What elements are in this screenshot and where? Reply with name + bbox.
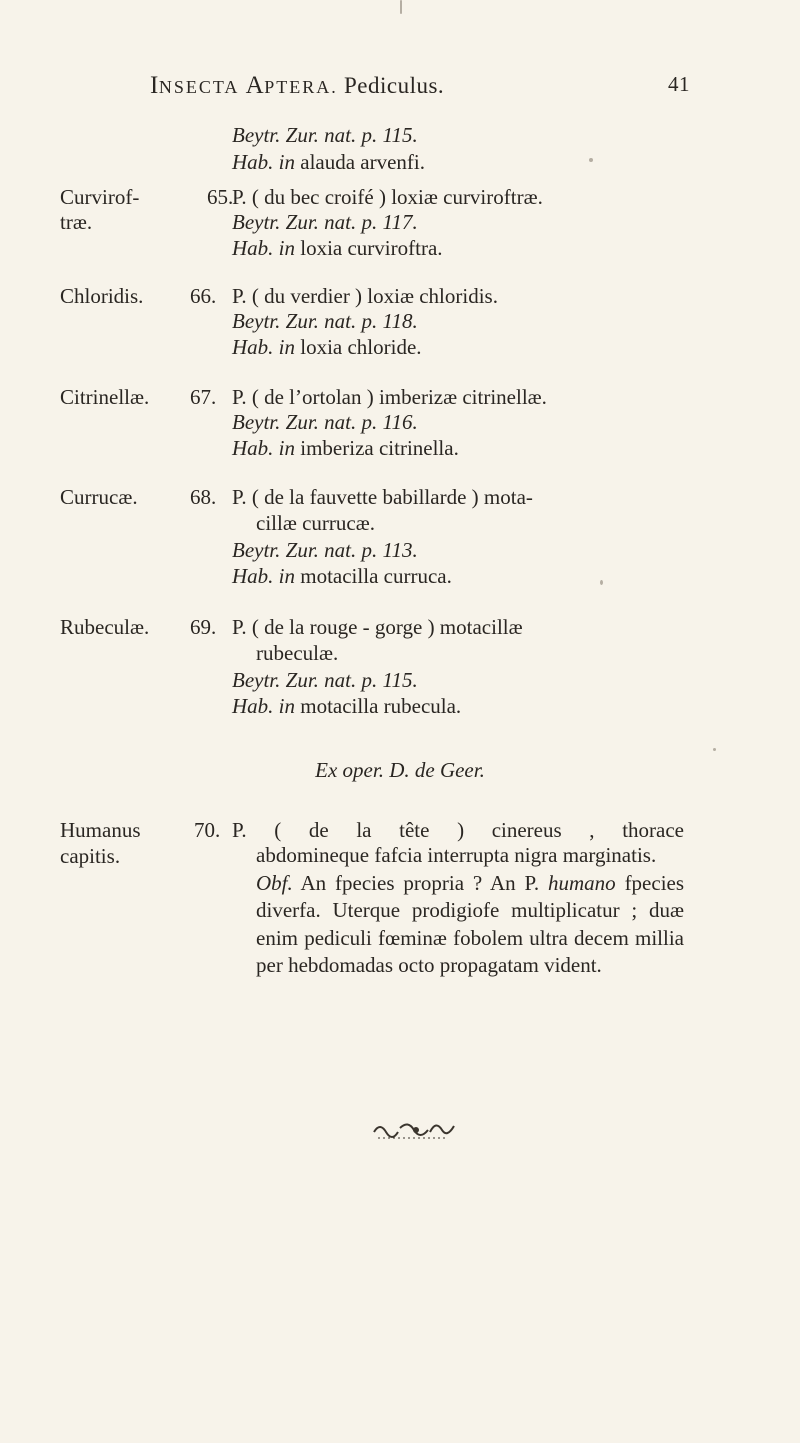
obs-label: Obf. — [256, 870, 293, 895]
hab-text: motacilla rubecula. — [300, 694, 462, 718]
margin-label-70b: capitis. — [60, 844, 121, 868]
running-header — [150, 72, 690, 106]
hab-label: Hab. in — [232, 335, 295, 359]
entry-number-68: 68. — [190, 485, 217, 509]
hab-text: loxia chloride. — [300, 335, 422, 359]
entry-desc-67: P. ( de l’ortolan ) imberizæ citrinellæ. — [232, 385, 547, 409]
entry-hab-65 — [232, 234, 443, 262]
margin-label-66: Chloridis. — [60, 284, 144, 308]
entry-ref-68: Beytr. Zur. nat. p. 113. — [232, 538, 418, 562]
entry-number-69: 69. — [190, 615, 217, 639]
entry-desc-70: P. ( de la tête ) cinereus , thorace — [232, 818, 684, 842]
header-a: A — [245, 72, 265, 99]
obs-text-2: fpecies diverfa. Uterque prodigiofe multiplicatur ; duæ enim pediculi fœminæ fobolem ultra decem millia per hebdomadas octo propagatam vident. — [256, 870, 685, 977]
entry-hab-66 — [232, 333, 422, 361]
entry-number-67: 67. — [190, 385, 217, 409]
hab-text: alauda arvenfi. — [300, 150, 426, 174]
entry-hab-68 — [232, 562, 452, 590]
page-number: 41 — [668, 72, 690, 96]
margin-label-70: Humanus — [60, 818, 141, 842]
paper-speck — [713, 748, 716, 751]
entry-number-66: 66. — [190, 284, 217, 308]
intro-reference: Beytr. Zur. nat. p. 115. — [232, 123, 418, 147]
hab-label: Hab. in — [232, 436, 295, 460]
entry-desc-68b: cillæ currucæ. — [256, 511, 375, 535]
paper-speck — [400, 0, 402, 14]
entry-hab-69 — [232, 692, 461, 720]
observation-paragraph — [232, 870, 684, 980]
section-heading: Ex oper. D. de Geer. — [315, 758, 485, 782]
header-initial: I — [150, 72, 159, 99]
entry-ref-69: Beytr. Zur. nat. p. 115. — [232, 668, 418, 692]
paper-speck — [589, 158, 593, 162]
entry-desc-66: P. ( du verdier ) loxiæ chloridis. — [232, 284, 498, 308]
entry-ref-65: Beytr. Zur. nat. p. 117. — [232, 210, 418, 234]
entry-hab-67 — [232, 434, 459, 462]
entry-desc-69: P. ( de la rouge - gorge ) motacillæ — [232, 615, 523, 639]
entry-number-65: 65. — [207, 185, 234, 209]
margin-label-69: Rubeculæ. — [60, 615, 150, 639]
header-aptera: PTERA. — [264, 77, 338, 97]
header-insecta: NSECTA — [158, 77, 240, 97]
intro-habitat — [232, 148, 425, 176]
entry-desc-68: P. ( de la fauvette babillarde ) mota- — [232, 485, 533, 509]
hab-label: Hab. in — [232, 150, 295, 174]
entry-body-70 — [232, 842, 684, 980]
obs-text-1: An fpecies propria ? An P. — [300, 870, 540, 895]
header-genus: Pediculus. — [343, 73, 445, 98]
margin-label-65b: træ. — [60, 210, 93, 234]
margin-label-65: Curvirof- — [60, 185, 140, 209]
entry-desc-65: P. ( du bec croifé ) loxiæ curviroftræ. — [232, 185, 543, 209]
obs-italic: humano — [548, 870, 616, 895]
paper-speck — [600, 580, 603, 585]
entry-desc-69b: rubeculæ. — [256, 641, 339, 665]
margin-label-68: Currucæ. — [60, 485, 138, 509]
margin-label-67: Citrinellæ. — [60, 385, 150, 409]
tailpiece-ornament-icon — [370, 1118, 460, 1142]
hab-text: loxia curviroftra. — [300, 236, 443, 260]
entry-number-70: 70. — [194, 818, 221, 842]
entry-ref-67: Beytr. Zur. nat. p. 116. — [232, 410, 418, 434]
hab-label: Hab. in — [232, 694, 295, 718]
hab-label: Hab. in — [232, 236, 295, 260]
hab-text: motacilla curruca. — [300, 564, 452, 588]
hab-label: Hab. in — [232, 564, 295, 588]
entry-desc-70-cont: abdomineque fafcia interrupta nigra marginatis. — [256, 843, 657, 867]
entry-ref-66: Beytr. Zur. nat. p. 118. — [232, 309, 418, 333]
hab-text: imberiza citrinella. — [300, 436, 459, 460]
